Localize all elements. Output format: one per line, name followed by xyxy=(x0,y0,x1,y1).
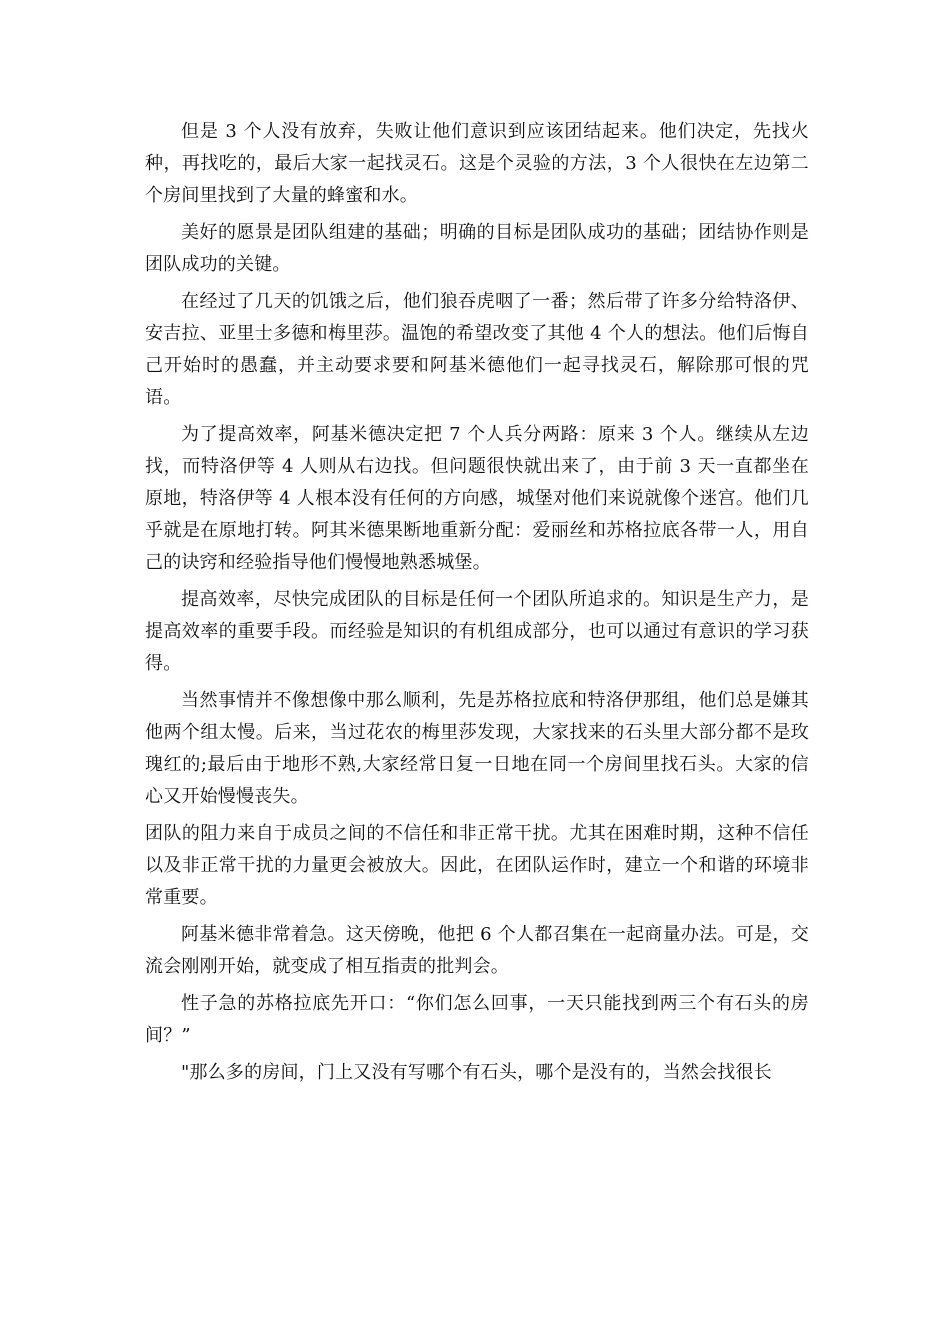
paragraph-6: 当然事情并不像想像中那么顺利，先是苏格拉底和特洛伊那组，他们总是嫌其他两个组太慢。后来，当过花农的梅里莎发现，大家找来的石头里大部分都不是玫瑰红的;最后由于地形不熟,大家经常日复一日地在同一个房间里找石头。大家的信心又开始慢慢丧失。 xyxy=(145,690,809,807)
document-body xyxy=(145,116,809,1094)
paragraph-1: 但是 3 个人没有放弃，失败让他们意识到应该团结起来。他们决定，先找火种，再找吃的，最后大家一起找灵石。这是个灵验的方法，3 个人很快在左边第二个房间里找到了大量的蜂蜜和水。 xyxy=(145,121,809,206)
paragraph-4: 为了提高效率，阿基米德决定把 7 个人兵分两路：原来 3 个人。继续从左边找，而特洛伊等 4 人则从右边找。但问题很快就出来了，由于前 3 天一直都坐在原地，特洛伊等 4 人根本没有任何的方向感，城堡对他们来说就像个迷宫。他们几乎就是在原地打转。阿其米德果断地重新分配：爱丽丝和苏格拉底各带一人，用自己的诀窍和经验指导他们慢慢地熟悉城堡。 xyxy=(145,424,809,573)
paragraph-7: 团队的阻力来自于成员之间的不信任和非正常干扰。尤其在困难时期，这种不信任以及非正常干扰的力量更会被放大。因此，在团队运作时，建立一个和谐的环境非常重要。 xyxy=(145,823,809,908)
paragraph-10: "那么多的房间，门上又没有写哪个有石头，哪个是没有的，当然会找很长 xyxy=(181,1062,772,1083)
paragraph-9: 性子急的苏格拉底先开口：“你们怎么回事，一天只能找到两三个有石头的房间？” xyxy=(145,993,809,1046)
paragraph-5: 提高效率，尽快完成团队的目标是任何一个团队所追求的。知识是生产力，是提高效率的重要手段。而经验是知识的有机组成部分，也可以通过有意识的学习获得。 xyxy=(145,589,809,674)
paragraph-8: 阿基米德非常着急。这天傍晚，他把 6 个人都召集在一起商量办法。可是，交流会刚刚开始，就变成了相互指责的批判会。 xyxy=(145,924,809,977)
paragraph-3: 在经过了几天的饥饿之后，他们狼吞虎咽了一番；然后带了许多分给特洛伊、安吉拉、亚里士多德和梅里莎。温饱的希望改变了其他 4 个人的想法。他们后悔自己开始时的愚蠢，并主动要求要和阿基米德他们一起寻找灵石，解除那可恨的咒语。 xyxy=(145,291,809,408)
paragraph-2: 美好的愿景是团队组建的基础；明确的目标是团队成功的基础；团结协作则是团队成功的关键。 xyxy=(145,222,809,275)
